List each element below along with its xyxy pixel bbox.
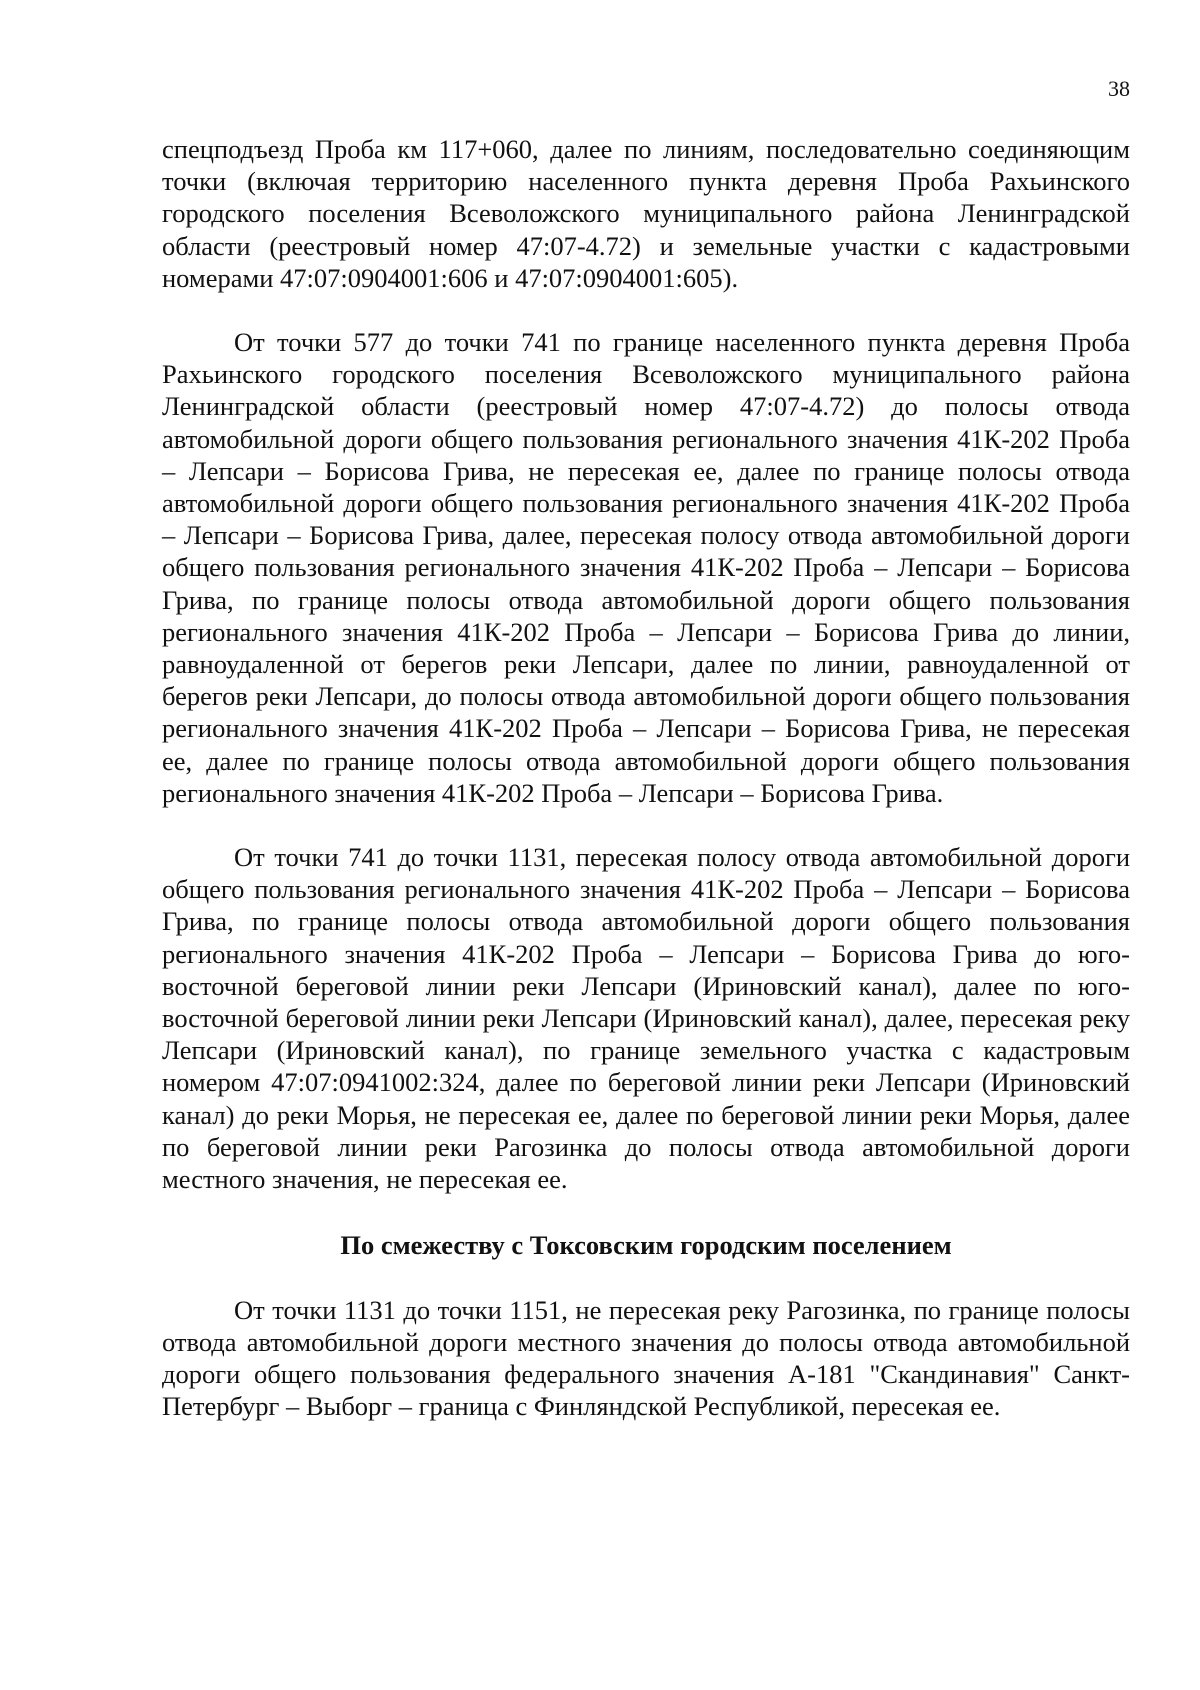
document-body bbox=[162, 133, 1130, 1422]
page-number: 38 bbox=[1108, 76, 1130, 101]
paragraph-points-577-741: От точки 577 до точки 741 по границе населенного пункта деревня Проба Рахьинского городского поселения Всеволожского муниципального района Ленинградской области (реестровый номер 47:07-4.72) до полосы отвода автомобильной дороги общего пользования регионального значения 41К-202 Проба – Лепсари – Борисова Грива, не пересекая ее, далее по границе полосы отвода автомобильной дороги общего пользования регионального значения 41К-202 Проба – Лепсари – Борисова Грива, далее, пересекая полосу отвода автомобильной дороги общего пользования регионального значения 41К-202 Проба – Лепсари – Борисова Грива, по границе полосы отвода автомобильной дороги общего пользования регионального значения 41К-202 Проба – Лепсари – Борисова Грива до линии, равноудаленной от берегов реки Лепсари, далее по линии, равноудаленной от берегов реки Лепсари, до полосы отвода автомобильной дороги общего пользования регионального значения 41К-202 Проба – Лепсари – Борисова Грива, не пересекая ее, далее по границе полосы отвода автомобильной дороги общего пользования регионального значения 41К-202 Проба – Лепсари – Борисова Грива. bbox=[162, 327, 1130, 808]
paragraph-continuation: спецподъезд Проба км 117+060, далее по линиям, последовательно соединяющим точки (включая территорию населенного пункта деревня Проба Рахьинского городского поселения Всеволожского муниципального района Ленинградской области (реестровый номер 47:07-4.72) и земельные участки с кадастровыми номерами 47:07:0904001:606 и 47:07:0904001:605). bbox=[162, 134, 1130, 293]
section-heading: По смежеству с Токсовским городским поселением bbox=[340, 1230, 952, 1261]
paragraph-points-741-1131: От точки 741 до точки 1131, пересекая полосу отвода автомобильной дороги общего пользования регионального значения 41К-202 Проба – Лепсари – Борисова Грива, по границе полосы отвода автомобильной дороги общего пользования регионального значения 41К-202 Проба – Лепсари – Борисова Грива до юго-восточной береговой линии реки Лепсари (Ириновский канал), далее по юго-восточной береговой линии реки Лепсари (Ириновский канал), далее, пересекая реку Лепсари (Ириновский канал), по границе земельного участка с кадастровым номером 47:07:0941002:324, далее по береговой линии реки Лепсари (Ириновский канал) до реки Морья, не пересекая ее, далее по береговой линии реки Морья, далее по береговой линии реки Рагозинка до полосы отвода автомобильной дороги местного значения, не пересекая ее. bbox=[162, 842, 1130, 1195]
paragraph-points-1131-1151: От точки 1131 до точки 1151, не пересекая реку Рагозинка, по границе полосы отвода автомобильной дороги местного значения до полосы отвода автомобильной дороги общего пользования федерального значения А-181 "Скандинавия" Санкт-Петербург – Выборг – граница с Финляндской Республикой, пересекая ее. bbox=[162, 1294, 1130, 1422]
